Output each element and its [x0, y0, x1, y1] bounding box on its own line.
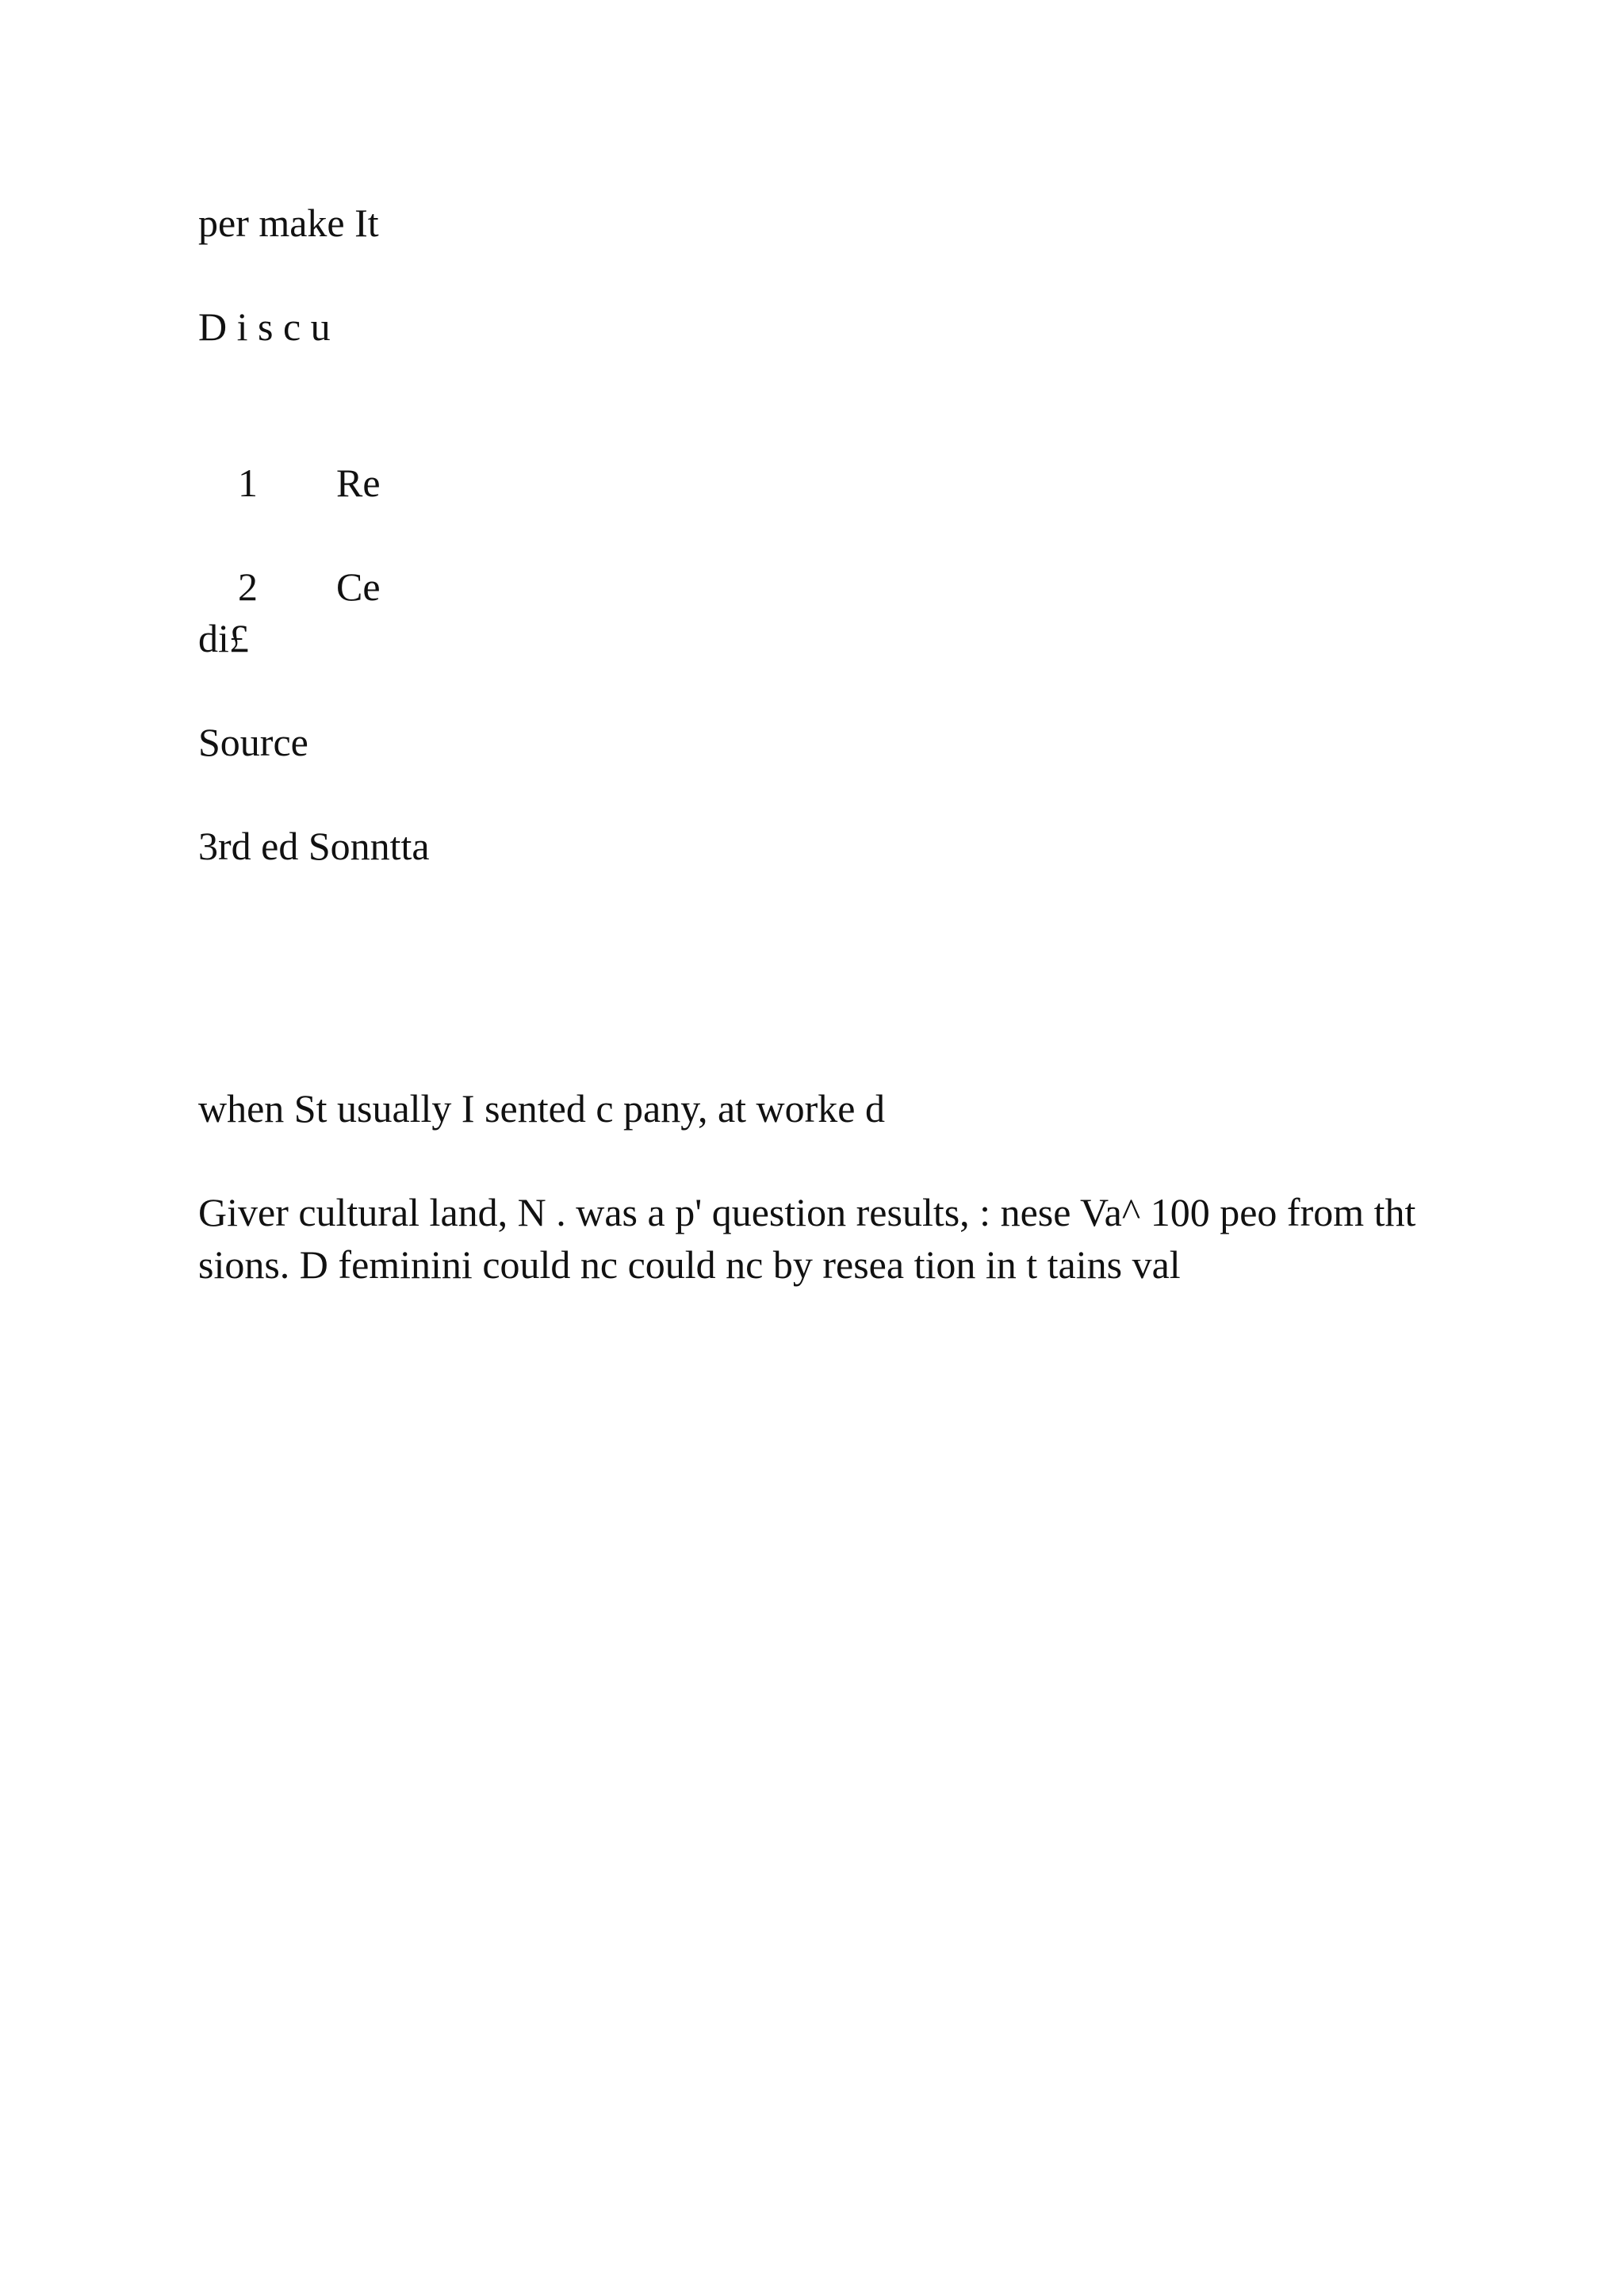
item-text: Re: [336, 461, 381, 505]
item-number: 2: [238, 564, 258, 609]
text-line: Source: [198, 720, 308, 764]
text-line: 3rd ed Sonntta: [198, 824, 430, 868]
item-text: Ce: [336, 564, 381, 609]
text-line: D i s c u: [198, 304, 331, 349]
item-number: 1: [238, 461, 258, 505]
text-line: when St usually I sented c pany, at worke d: [198, 1086, 885, 1131]
body-paragraph: Giver cultural land, N . was a p' question results, : nese Va^ 100 peo from tht sions. D feminini could nc could nc by resea tion in t tains val: [198, 1190, 1416, 1287]
text-line: di£: [198, 616, 249, 660]
text-line: per make It: [198, 201, 379, 245]
